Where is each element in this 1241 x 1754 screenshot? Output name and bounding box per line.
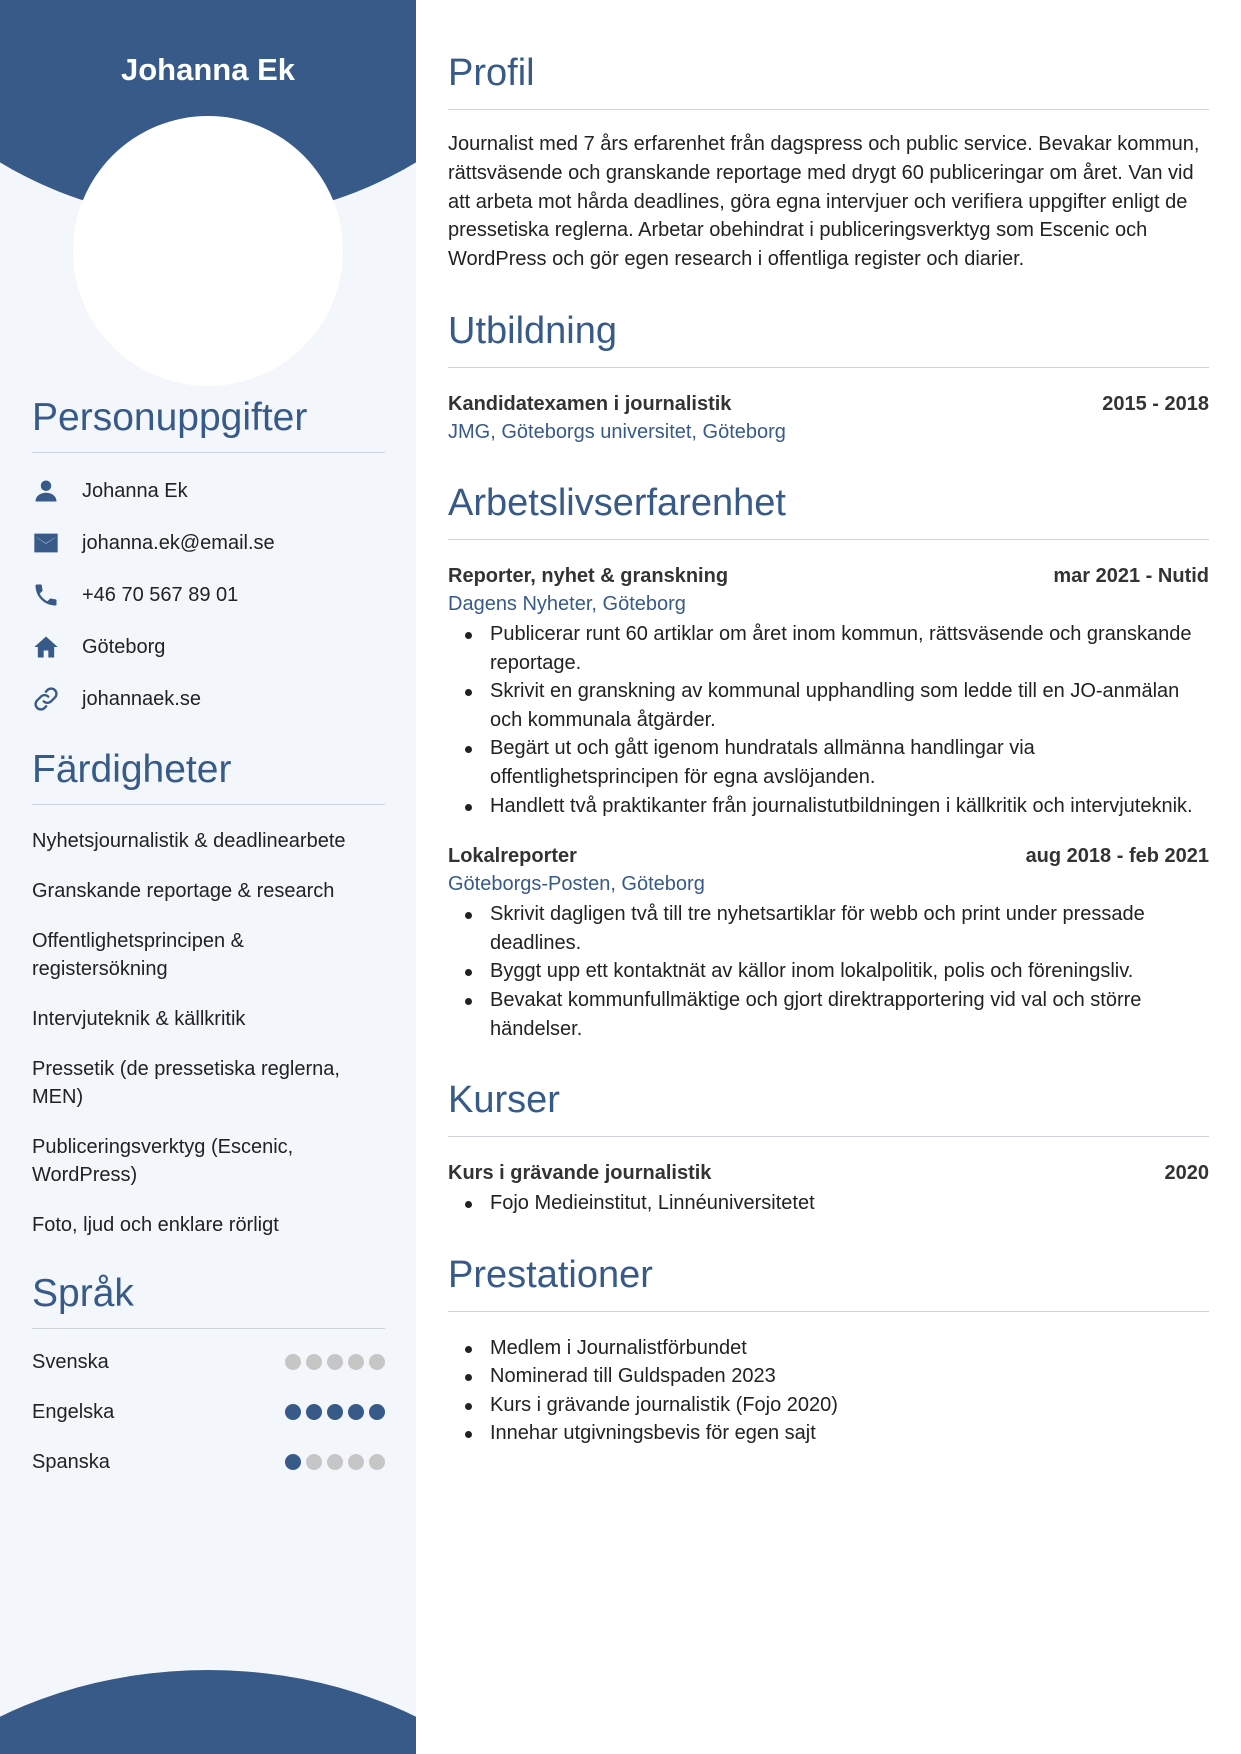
level-dot [369, 1454, 385, 1470]
bullet-item: Begärt ut och gått igenom hundratals allmänna handlingar via offentlighetsprincipen för egna avslöjanden. [448, 734, 1209, 791]
achievements-list [448, 1334, 1209, 1448]
experience-dates: aug 2018 - feb 2021 [1025, 845, 1209, 868]
footer-arc [0, 1670, 416, 1754]
education-school: JMG, Göteborgs universitet, Göteborg [448, 420, 786, 443]
contact-phone[interactable] [32, 569, 385, 621]
skills-section [32, 748, 385, 1261]
bullet-item: Fojo Medieinstitut, Linnéuniversitetet [448, 1189, 1209, 1218]
level-dot [327, 1354, 343, 1370]
home-icon [32, 633, 82, 661]
course-year: 2020 [1164, 1162, 1209, 1185]
candidate-name: Johanna Ek [121, 52, 295, 87]
email-icon [32, 529, 82, 557]
skill-item: Intervjuteknik & källkritik [32, 1008, 246, 1030]
education-section [448, 310, 1209, 446]
experience-employer: Göteborgs-Posten, Göteborg [448, 873, 705, 896]
language-name: Svenska [32, 1350, 109, 1373]
sidebar [0, 0, 416, 1754]
achievement-item: Medlem i Journalistförbundet [448, 1334, 1209, 1363]
experience-role: Reporter, nyhet & granskning [448, 564, 729, 587]
contact-email[interactable] [32, 517, 385, 569]
achievement-item: Innehar utgivningsbevis för egen sajt [448, 1419, 1209, 1448]
skill-item: Offentlighetsprincipen & registersökning [32, 930, 244, 980]
profile-text: Journalist med 7 års erfarenhet från dagspress och public service. Bevakar kommun, rättsväsende och granskande reportage med drygt 60 publiceringar om året. Van vid att arbeta mot hårda deadlines, göra egna intervjuer och verifiera uppgifter enligt de pressetiska reglerna. Arbetar obehindrat i publiceringsverktyg som Escenic och WordPress och gör egen research i offentliga register och diarier. [448, 133, 1200, 271]
experience-title: Arbetslivserfarenhet [448, 482, 1209, 540]
education-dates: 2015 - 2018 [1102, 392, 1209, 415]
skills-title: Färdigheter [32, 748, 385, 805]
experience-role: Lokalreporter [448, 845, 577, 868]
course-name: Kurs i grävande journalistik [448, 1162, 712, 1185]
level-dot [306, 1454, 322, 1470]
level-dot [348, 1354, 364, 1370]
bullet-item: Skrivit en granskning av kommunal upphandling som ledde till en JO-anmälan och kommunala åtgärder. [448, 677, 1209, 734]
profile-title: Profil [448, 52, 1209, 110]
experience-section [448, 482, 1209, 1043]
contact-city [32, 621, 385, 673]
skill-item: Nyhetsjournalistik & deadlinearbete [32, 830, 346, 852]
language-level [285, 1354, 385, 1370]
course-entry [448, 1159, 1209, 1218]
skill-item: Granskande reportage & research [32, 880, 335, 902]
level-dot [327, 1454, 343, 1470]
skill-item: Pressetik (de pressetiska reglerna, MEN) [32, 1058, 340, 1108]
level-dot [285, 1404, 301, 1420]
bullet-item: Handlett två praktikanter från journalistutbildningen i källkritik och intervjuteknik. [448, 792, 1209, 821]
person-icon [32, 477, 82, 505]
languages-title: Språk [32, 1272, 385, 1329]
phone-icon [32, 581, 82, 609]
course-bullets [448, 1189, 1209, 1218]
link-icon [32, 685, 82, 713]
profile-section [448, 52, 1209, 274]
achievements-section [448, 1254, 1209, 1448]
personal-info-title: Personuppgifter [32, 396, 385, 453]
level-dot [348, 1404, 364, 1420]
language-level [285, 1404, 385, 1420]
skill-item: Foto, ljud och enklare rörligt [32, 1214, 279, 1236]
language-name: Engelska [32, 1400, 115, 1423]
experience-entry [448, 562, 1209, 820]
contact-phone-value[interactable]: +46 70 567 89 01 [82, 583, 239, 606]
level-dot [285, 1454, 301, 1470]
language-name: Spanska [32, 1450, 110, 1473]
contact-name [32, 465, 385, 517]
education-degree: Kandidatexamen i journalistik [448, 392, 732, 415]
level-dot [327, 1404, 343, 1420]
level-dot [306, 1354, 322, 1370]
achievement-item: Nominerad till Guldspaden 2023 [448, 1362, 1209, 1391]
contact-website[interactable] [32, 673, 385, 725]
level-dot [348, 1454, 364, 1470]
language-row [32, 1387, 385, 1437]
courses-section [448, 1079, 1209, 1218]
language-level [285, 1454, 385, 1470]
education-entry [448, 390, 1209, 446]
achievements-title: Prestationer [448, 1254, 1209, 1312]
contact-name-value: Johanna Ek [82, 479, 188, 502]
bullet-item: Publicerar runt 60 artiklar om året inom kommun, rättsväsende och granskande reportage. [448, 620, 1209, 677]
experience-bullets [448, 620, 1209, 820]
languages-section [32, 1272, 385, 1487]
bullet-item: Skrivit dagligen två till tre nyhetsartiklar för webb och print under pressade deadlines. [448, 900, 1209, 957]
achievement-item: Kurs i grävande journalistik (Fojo 2020) [448, 1391, 1209, 1420]
profile-photo [73, 116, 343, 386]
contact-website-value[interactable]: johannaek.se [82, 687, 201, 710]
main-content [448, 52, 1209, 1448]
contact-email-value[interactable]: johanna.ek@email.se [82, 531, 275, 554]
personal-info-section [32, 396, 385, 725]
bullet-item: Bevakat kommunfullmäktige och gjort direktrapportering vid val och större händelser. [448, 986, 1209, 1043]
skill-item: Publiceringsverktyg (Escenic, WordPress) [32, 1136, 294, 1186]
experience-bullets [448, 900, 1209, 1043]
language-row [32, 1337, 385, 1387]
level-dot [285, 1354, 301, 1370]
contact-city-value: Göteborg [82, 635, 166, 658]
courses-title: Kurser [448, 1079, 1209, 1137]
language-row [32, 1437, 385, 1487]
experience-entry [448, 842, 1209, 1043]
education-title: Utbildning [448, 310, 1209, 368]
level-dot [306, 1404, 322, 1420]
experience-dates: mar 2021 - Nutid [1053, 564, 1209, 587]
bullet-item: Byggt upp ett kontaktnät av källor inom lokalpolitik, polis och föreningsliv. [448, 957, 1209, 986]
experience-employer: Dagens Nyheter, Göteborg [448, 592, 686, 615]
level-dot [369, 1404, 385, 1420]
level-dot [369, 1354, 385, 1370]
